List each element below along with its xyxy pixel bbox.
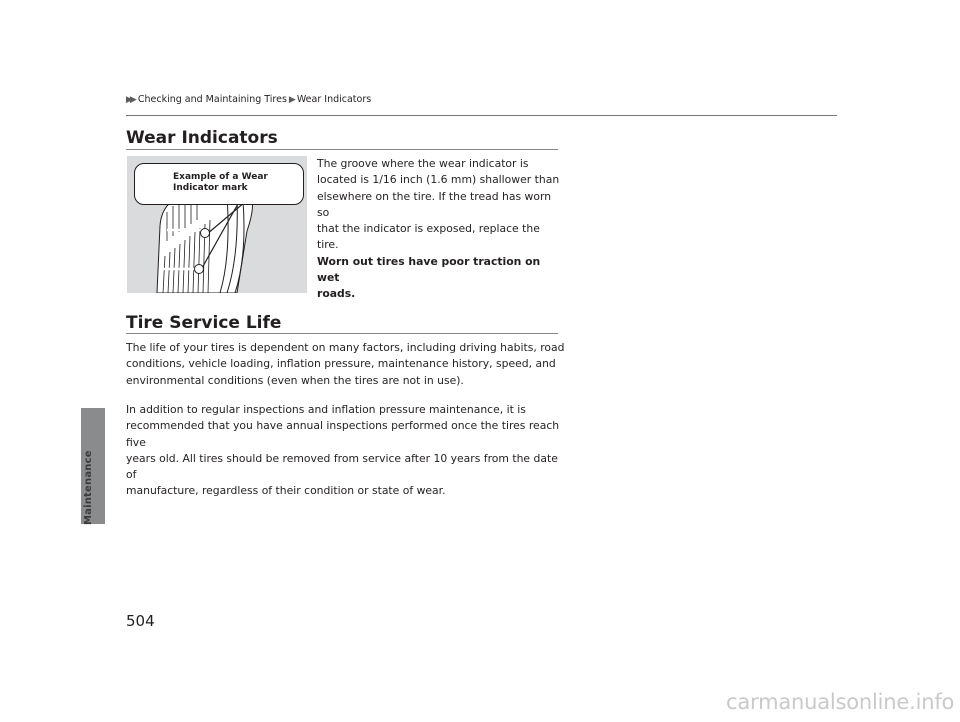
text-line: that the indicator is exposed, replace the tire. — [317, 222, 540, 252]
double-arrow-icon: ▶▶ — [126, 94, 134, 105]
breadcrumb-item-wear-indicators[interactable]: Wear Indicators — [296, 94, 372, 105]
section-heading-tire-service-life: Tire Service Life — [126, 313, 282, 333]
warning-line: roads. — [317, 287, 356, 301]
page-number: 504 — [126, 612, 155, 630]
header-divider — [126, 115, 837, 116]
tire-life-paragraph-1 — [126, 340, 566, 389]
warning-line: Worn out tires have poor traction on wet — [317, 254, 541, 285]
text-line: The life of your tires is dependent on many factors, including driving habits, road — [126, 341, 565, 354]
text-line: manufacture, regardless of their condition or state of wear. — [126, 484, 446, 498]
text-line: In addition to regular inspections and inflation pressure maintenance, it is — [126, 403, 526, 416]
wear-indicator-figure — [127, 156, 307, 293]
text-line: years old. All tires should be removed from service after 10 years from the date of — [126, 451, 558, 482]
side-tab-label: Maintenance — [83, 450, 94, 525]
wear-indicator-description — [317, 156, 563, 303]
text-line: recommended that you have annual inspections performed once the tires reach five — [126, 419, 560, 449]
tire-life-paragraph-2 — [126, 402, 566, 500]
figure-callout — [134, 163, 304, 205]
watermark: carmanualsonline.info — [726, 690, 955, 714]
arrow-icon: ▶ — [288, 94, 296, 105]
text-line: located is 1/16 inch (1.6 mm) shallower than — [317, 173, 560, 187]
text-line: conditions, vehicle loading, inflation pressure, maintenance history, speed, and — [126, 357, 556, 371]
breadcrumb — [126, 94, 371, 105]
text-line: elsewhere on the tire. If the tread has worn so — [317, 189, 552, 219]
section-divider — [126, 333, 558, 334]
figure-callout-text: Example of a Wear Indicator mark — [173, 172, 268, 193]
section-heading-wear-indicators: Wear Indicators — [126, 128, 278, 148]
text-line: The groove where the wear indicator is — [317, 157, 529, 170]
text-line: environmental conditions (even when the tires are not in use). — [126, 373, 464, 387]
section-divider — [126, 149, 558, 150]
breadcrumb-item-tires[interactable]: Checking and Maintaining Tires — [137, 94, 287, 105]
